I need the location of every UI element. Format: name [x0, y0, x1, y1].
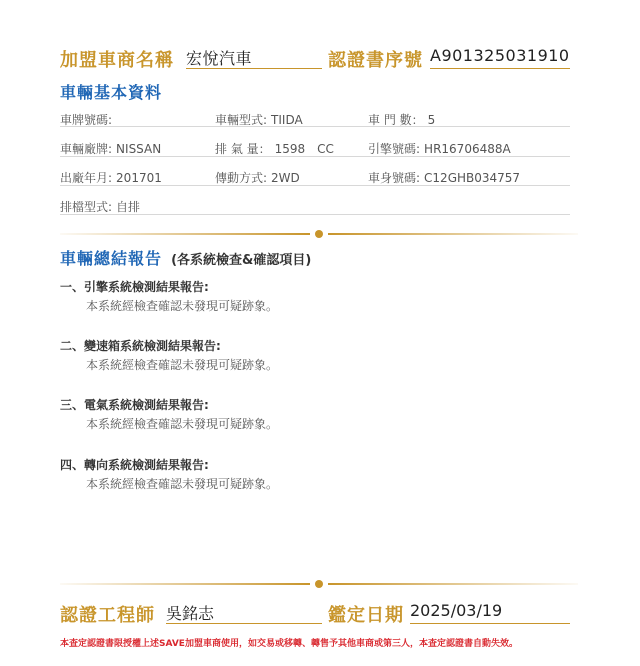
report-title: 車輛總結報告: [60, 249, 163, 268]
drivetrain-value: 2WD: [271, 171, 300, 185]
report-item-body: 本系統經檢查確認未發現可疑跡象。: [86, 417, 279, 431]
report-item: [60, 278, 278, 314]
report-item-title: 四、轉向系統檢測結果報告:: [60, 458, 209, 472]
displacement-field: [215, 140, 334, 157]
vin-label: 車身號碼:: [368, 171, 421, 185]
doors-label: 車 門 數：: [368, 113, 424, 127]
row-divider: [60, 126, 570, 127]
manufacture-date-label: 出廠年月:: [60, 171, 113, 185]
dealer-label: 加盟車商名稱: [60, 50, 174, 71]
model-label: 車輛型式:: [215, 113, 268, 127]
report-item-body: 本系統經檢查確認未發現可疑跡象。: [86, 299, 279, 313]
ornament-divider: [60, 579, 578, 589]
report-item-body: 本系統經檢查確認未發現可疑跡象。: [86, 477, 279, 491]
brand-label: 車輛廠牌:: [60, 142, 113, 156]
vehicle-info-title: 車輛基本資料: [60, 83, 163, 102]
displacement-label: 排 氣 量：: [215, 142, 271, 156]
brand-value: NISSAN: [116, 142, 162, 156]
transmission-value: 自排: [116, 200, 141, 214]
ornament-divider: [60, 229, 578, 239]
report-item-body: 本系統經檢查確認未發現可疑跡象。: [86, 358, 279, 372]
vin-field: [368, 169, 520, 186]
cert-number: A901325031910: [430, 46, 570, 69]
report-item: [60, 396, 278, 432]
report-item-title: 二、變速箱系統檢測結果報告:: [60, 339, 221, 353]
transmission-label: 排檔型式:: [60, 200, 113, 214]
engineer-name: 吳銘志: [166, 601, 322, 624]
cert-label: 認證書序號: [328, 50, 423, 71]
engineer-label: 認證工程師: [60, 605, 155, 626]
brand-field: [60, 140, 161, 157]
row-divider: [60, 185, 570, 186]
date-label: 鑑定日期: [328, 605, 404, 626]
report-item-title: 三、電氣系統檢測結果報告:: [60, 398, 209, 412]
row-divider: [60, 214, 570, 215]
report-heading: [60, 246, 311, 269]
manufacture-date-field: [60, 169, 162, 186]
validity-notice: 本查定認證書限授權上述SAVE加盟車商使用，如交易或移轉、轉售予其他車商或第三人，本查定認證書自動失效。: [60, 639, 518, 649]
drivetrain-label: 傳動方式:: [215, 171, 268, 185]
plate-label: 車牌號碼:: [60, 113, 113, 127]
engine-no-field: [368, 140, 511, 157]
report-item-title: 一、引擎系統檢測結果報告:: [60, 280, 209, 294]
drivetrain-field: [215, 169, 300, 186]
engine-no-label: 引擎號碼:: [368, 142, 421, 156]
report-item: [60, 337, 278, 373]
dealer-name: 宏悅汽車: [186, 46, 322, 69]
report-subtitle: (各系統檢查&確認項目): [171, 253, 312, 268]
displacement-value: 1598 CC: [274, 142, 334, 156]
doors-value: 5: [427, 113, 436, 127]
vin-value: C12GHB034757: [424, 171, 521, 185]
row-divider: [60, 156, 570, 157]
engine-no-value: HR16706488A: [424, 142, 511, 156]
model-value: TIIDA: [271, 113, 303, 127]
manufacture-date-value: 201701: [116, 171, 162, 185]
appraisal-date: 2025/03/19: [410, 601, 570, 624]
transmission-field: [60, 198, 140, 215]
report-item: [60, 456, 278, 492]
